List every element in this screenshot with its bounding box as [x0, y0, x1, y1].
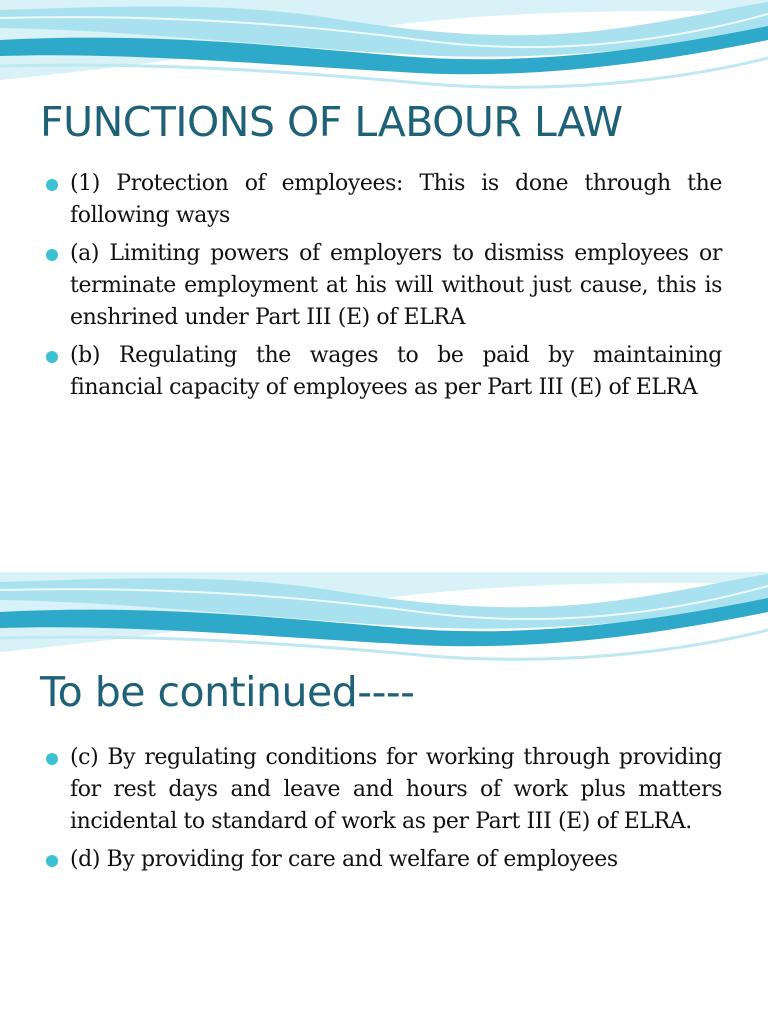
- slide-title: To be continued----: [40, 668, 415, 716]
- bullet-text: (a) Limiting powers of employers to dismiss employees or terminate employment at his will without just cause, this is enshrined under Part III (E) of ELRA: [70, 241, 722, 330]
- bullet-text: (b) Regulating the wages to be paid by maintaining financial capacity of employees as per Part III (E) of ELRA: [70, 343, 722, 400]
- wave-header-decoration: [0, 572, 768, 667]
- slide-title: FUNCTIONS OF LABOUR LAW: [40, 98, 623, 146]
- bullet-dot-icon: [46, 249, 58, 261]
- bullet-text: (c) By regulating conditions for working through providing for rest days and leave and hours of work plus matters incidental to standard of work as per Part III (E) of ELRA.: [70, 745, 722, 834]
- bullet-dot-icon: [46, 753, 58, 765]
- bullet-item: [0, 742, 768, 838]
- bullet-item: [0, 844, 768, 876]
- bullet-text: (1) Protection of employees: This is done through the following ways: [70, 171, 722, 228]
- slide-2: [0, 572, 768, 1024]
- bullet-item: [0, 238, 768, 334]
- bullet-item: [0, 168, 768, 232]
- bullet-dot-icon: [46, 351, 58, 363]
- bullet-list: [0, 168, 768, 410]
- bullet-dot-icon: [46, 179, 58, 191]
- bullet-item: [0, 340, 768, 404]
- bullet-list: [0, 742, 768, 882]
- wave-header-decoration: [0, 0, 768, 95]
- bullet-dot-icon: [46, 855, 58, 867]
- bullet-text: (d) By providing for care and welfare of employees: [70, 847, 618, 872]
